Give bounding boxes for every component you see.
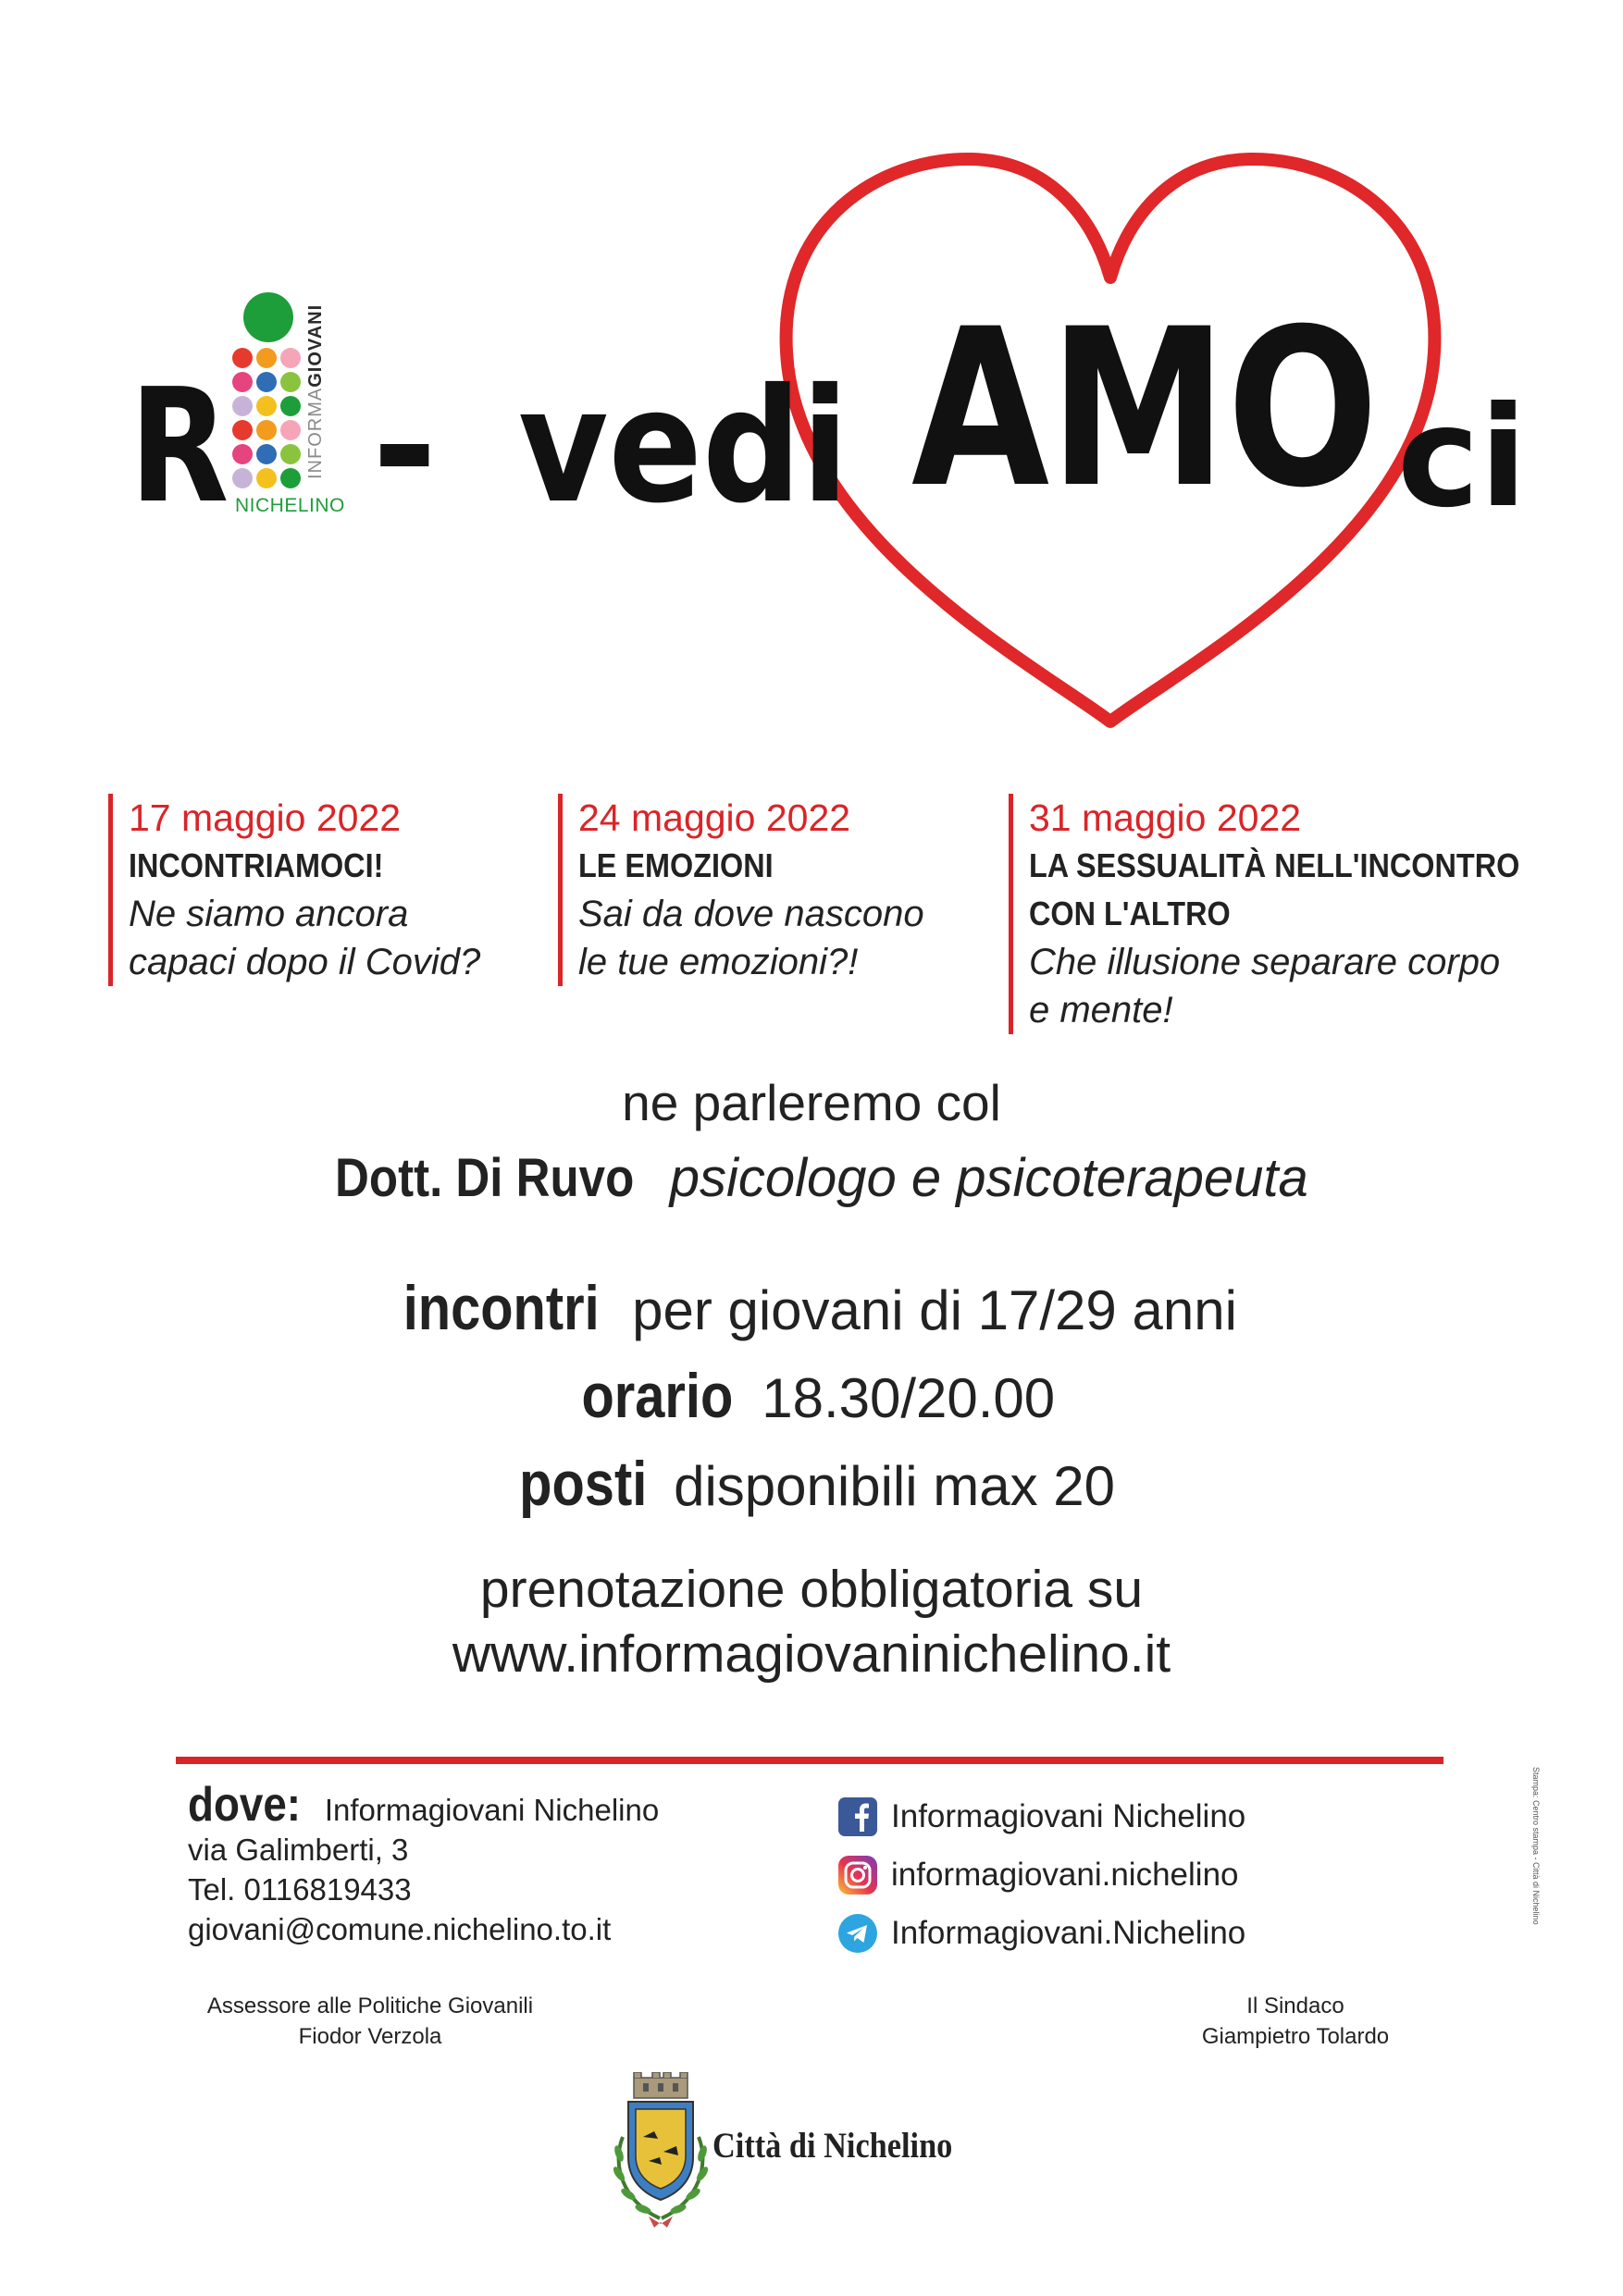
event-3 — [1009, 794, 1603, 1034]
info-posti — [0, 1448, 1623, 1520]
title-word: vedi — [518, 355, 849, 538]
booking-text: prenotazione obbligatoria su — [479, 1560, 1144, 1619]
city-name: Città di Nichelino — [712, 2126, 953, 2166]
event-topic: LA SESSUALITÀ NELL'INCONTRO — [1029, 846, 1520, 884]
info-text: disponibili max 20 — [674, 1455, 1116, 1517]
facebook-icon — [837, 1796, 878, 1837]
event-subtitle: Sai da dove nascono — [578, 894, 924, 934]
location-email[interactable]: giovani@comune.nichelino.to.it — [188, 1912, 612, 1946]
signature-name: Giampietro Tolardo — [1201, 2024, 1390, 2049]
event-subtitle: Che illusione separare corpo — [1029, 942, 1501, 982]
social-label: informagiovani.nichelino — [891, 1856, 1239, 1893]
logo-dot — [256, 420, 277, 440]
info-text: per giovani di 17/29 anni — [632, 1279, 1237, 1341]
social-telegram[interactable] — [837, 1904, 1245, 1962]
logo-dot — [232, 444, 253, 464]
location-label: dove: — [188, 1778, 302, 1832]
social-instagram[interactable] — [837, 1845, 1245, 1904]
signature-assessore — [167, 1991, 574, 2052]
event-topic: INCONTRIAMOCI! — [129, 846, 384, 884]
logo-dot — [256, 372, 277, 392]
divider — [176, 1757, 1443, 1764]
event-date: 17 maggio 2022 — [129, 796, 402, 839]
signature-role: Il Sindaco — [1246, 1994, 1344, 2018]
signature-sindaco — [1157, 1991, 1434, 2052]
event-subtitle: e mente! — [1029, 990, 1173, 1031]
logo-dot — [280, 420, 301, 440]
info-incontri — [0, 1272, 1623, 1344]
title-suffix: ci — [1397, 377, 1528, 538]
print-note: Stampa: Centro stampa - Città di Nichelino — [1531, 1767, 1541, 1925]
logo-city: NICHELINO — [235, 495, 345, 516]
event-2 — [558, 794, 1004, 986]
city-crest-icon — [606, 2072, 715, 2229]
instagram-icon — [837, 1855, 878, 1895]
location-address: via Galimberti, 3 — [188, 1833, 409, 1867]
social-facebook[interactable] — [837, 1787, 1245, 1845]
info-text: 18.30/20.00 — [762, 1367, 1056, 1429]
info-keyword: incontri — [403, 1273, 600, 1343]
website-link[interactable]: www.informagiovaninichelino.it — [452, 1624, 1171, 1684]
signature-name: Fiodor Verzola — [298, 2024, 442, 2049]
event-subtitle: le tue emozioni?! — [578, 942, 859, 982]
logo-dot — [280, 396, 301, 416]
info-keyword: posti — [519, 1449, 648, 1519]
logo-dot — [280, 372, 301, 392]
logo-dot — [280, 444, 301, 464]
title-prefix: R — [130, 355, 229, 538]
logo-dot — [232, 396, 253, 416]
info-keyword: orario — [581, 1361, 734, 1431]
speaker-line — [0, 1147, 1623, 1209]
logo-dot — [232, 372, 253, 392]
title-highlight: AMO — [911, 283, 1379, 536]
speaker-role: psicologo e psicoterapeuta — [669, 1148, 1308, 1208]
logo-dot — [256, 396, 277, 416]
logo-dot — [256, 348, 277, 368]
logo-dot — [232, 420, 253, 440]
social-label: Informagiovani Nichelino — [891, 1797, 1246, 1834]
event-date: 31 maggio 2022 — [1029, 796, 1302, 839]
location-name: Informagiovani Nichelino — [324, 1793, 660, 1827]
event-1 — [108, 794, 573, 986]
logo-dot — [232, 348, 253, 368]
telegram-icon — [837, 1913, 878, 1954]
event-topic: CON L'ALTRO — [1029, 895, 1231, 932]
signature-role: Assessore alle Politiche Giovanili — [206, 1994, 534, 2018]
title-dash: - — [372, 355, 438, 538]
logo-dot — [256, 468, 277, 488]
logo-dot — [232, 468, 253, 488]
event-topic: LE EMOZIONI — [578, 846, 774, 884]
logo-vertical-text: INFORMAGIOVANI — [305, 303, 326, 479]
location-phone: Tel. 0116819433 — [188, 1872, 412, 1907]
event-subtitle: Ne siamo ancora — [129, 894, 409, 934]
event-date: 24 maggio 2022 — [578, 796, 851, 839]
info-orario — [0, 1360, 1623, 1432]
logo-dot — [280, 348, 301, 368]
logo-dot — [280, 468, 301, 488]
social-links — [837, 1787, 1245, 1962]
speaker-intro: ne parleremo col — [622, 1074, 1001, 1131]
speaker-name: Dott. Di Ruvo — [335, 1148, 635, 1208]
logo-dot — [256, 444, 277, 464]
event-subtitle: capaci dopo il Covid? — [129, 942, 481, 982]
social-label: Informagiovani.Nichelino — [891, 1914, 1246, 1951]
location-block — [188, 1778, 660, 1949]
